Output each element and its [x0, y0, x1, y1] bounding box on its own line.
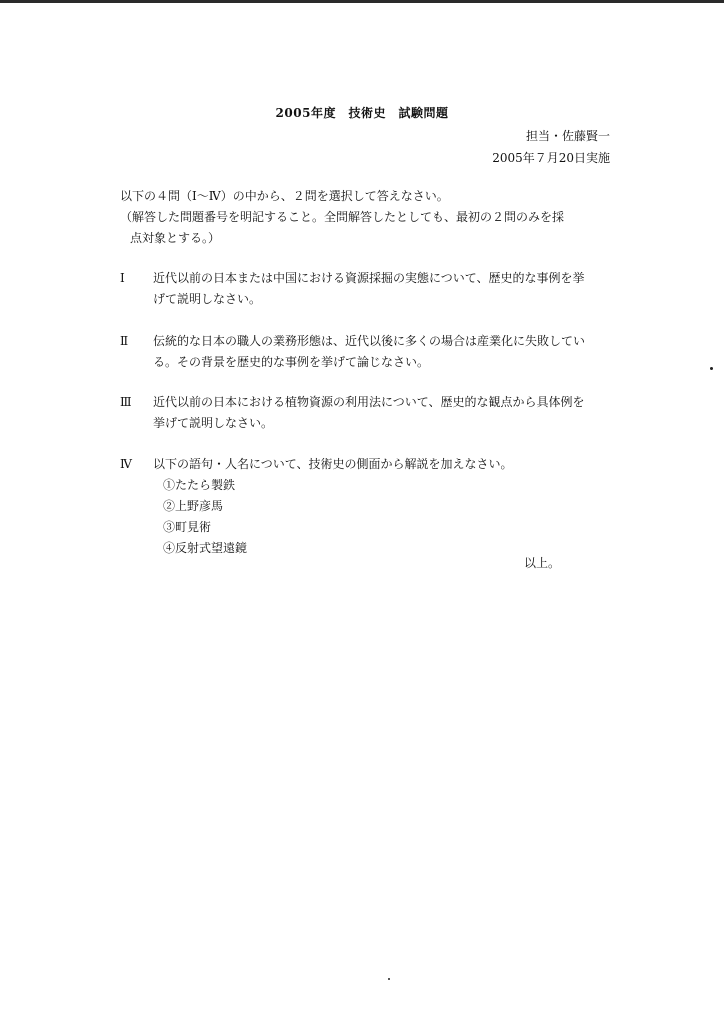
instructions-line-2: （解答した問題番号を明記すること。全問解答したとしても、最初の２問のみを採	[120, 210, 565, 224]
end-mark: 以上。	[524, 556, 561, 570]
instructions	[120, 186, 620, 249]
instructions-line-3: 点対象とする。）	[130, 231, 221, 245]
page-title: 2005年度 技術史 試験問題	[275, 106, 449, 120]
question-number: Ⅱ	[120, 334, 129, 348]
term-item: ④反射式望遠鏡	[163, 541, 248, 555]
question-text-line: 以下の語句・人名について、技術史の側面から解説を加えなさい。	[153, 457, 513, 471]
question-number: Ⅳ	[120, 457, 132, 471]
question-text-line: げて説明しなさい。	[153, 292, 262, 306]
instructions-line-1: 以下の４問（Ⅰ〜Ⅳ）の中から、２問を選択して答えなさい。	[120, 189, 449, 203]
question-text-line: 近代以前の日本または中国における資源採掘の実態について、歴史的な事例を挙	[153, 271, 585, 285]
question-text-line: 挙げて説明しなさい。	[153, 416, 274, 430]
question-number: Ⅰ	[120, 271, 125, 285]
scan-edge	[0, 0, 724, 3]
question-3	[120, 392, 620, 434]
exam-date: 2005年７月20日実施	[492, 151, 610, 165]
question-number: Ⅲ	[120, 395, 132, 409]
term-list	[163, 475, 247, 559]
scan-speck	[710, 367, 713, 370]
term-item: ①たたら製鉄	[163, 478, 236, 492]
question-1	[120, 268, 620, 310]
term-item: ③町見術	[163, 520, 212, 534]
question-text-line: る。その背景を歴史的な事例を挙げて論じなさい。	[153, 355, 430, 369]
term-item: ②上野彦馬	[163, 499, 224, 513]
question-4	[120, 454, 620, 475]
author-line: 担当・佐藤賢一	[525, 129, 610, 143]
question-2	[120, 331, 620, 373]
question-text-line: 近代以前の日本における植物資源の利用法について、歴史的な観点から具体例を	[153, 395, 585, 409]
scan-speck	[388, 978, 390, 980]
question-text-line: 伝統的な日本の職人の業務形態は、近代以後に多くの場合は産業化に失敗してい	[153, 334, 586, 348]
